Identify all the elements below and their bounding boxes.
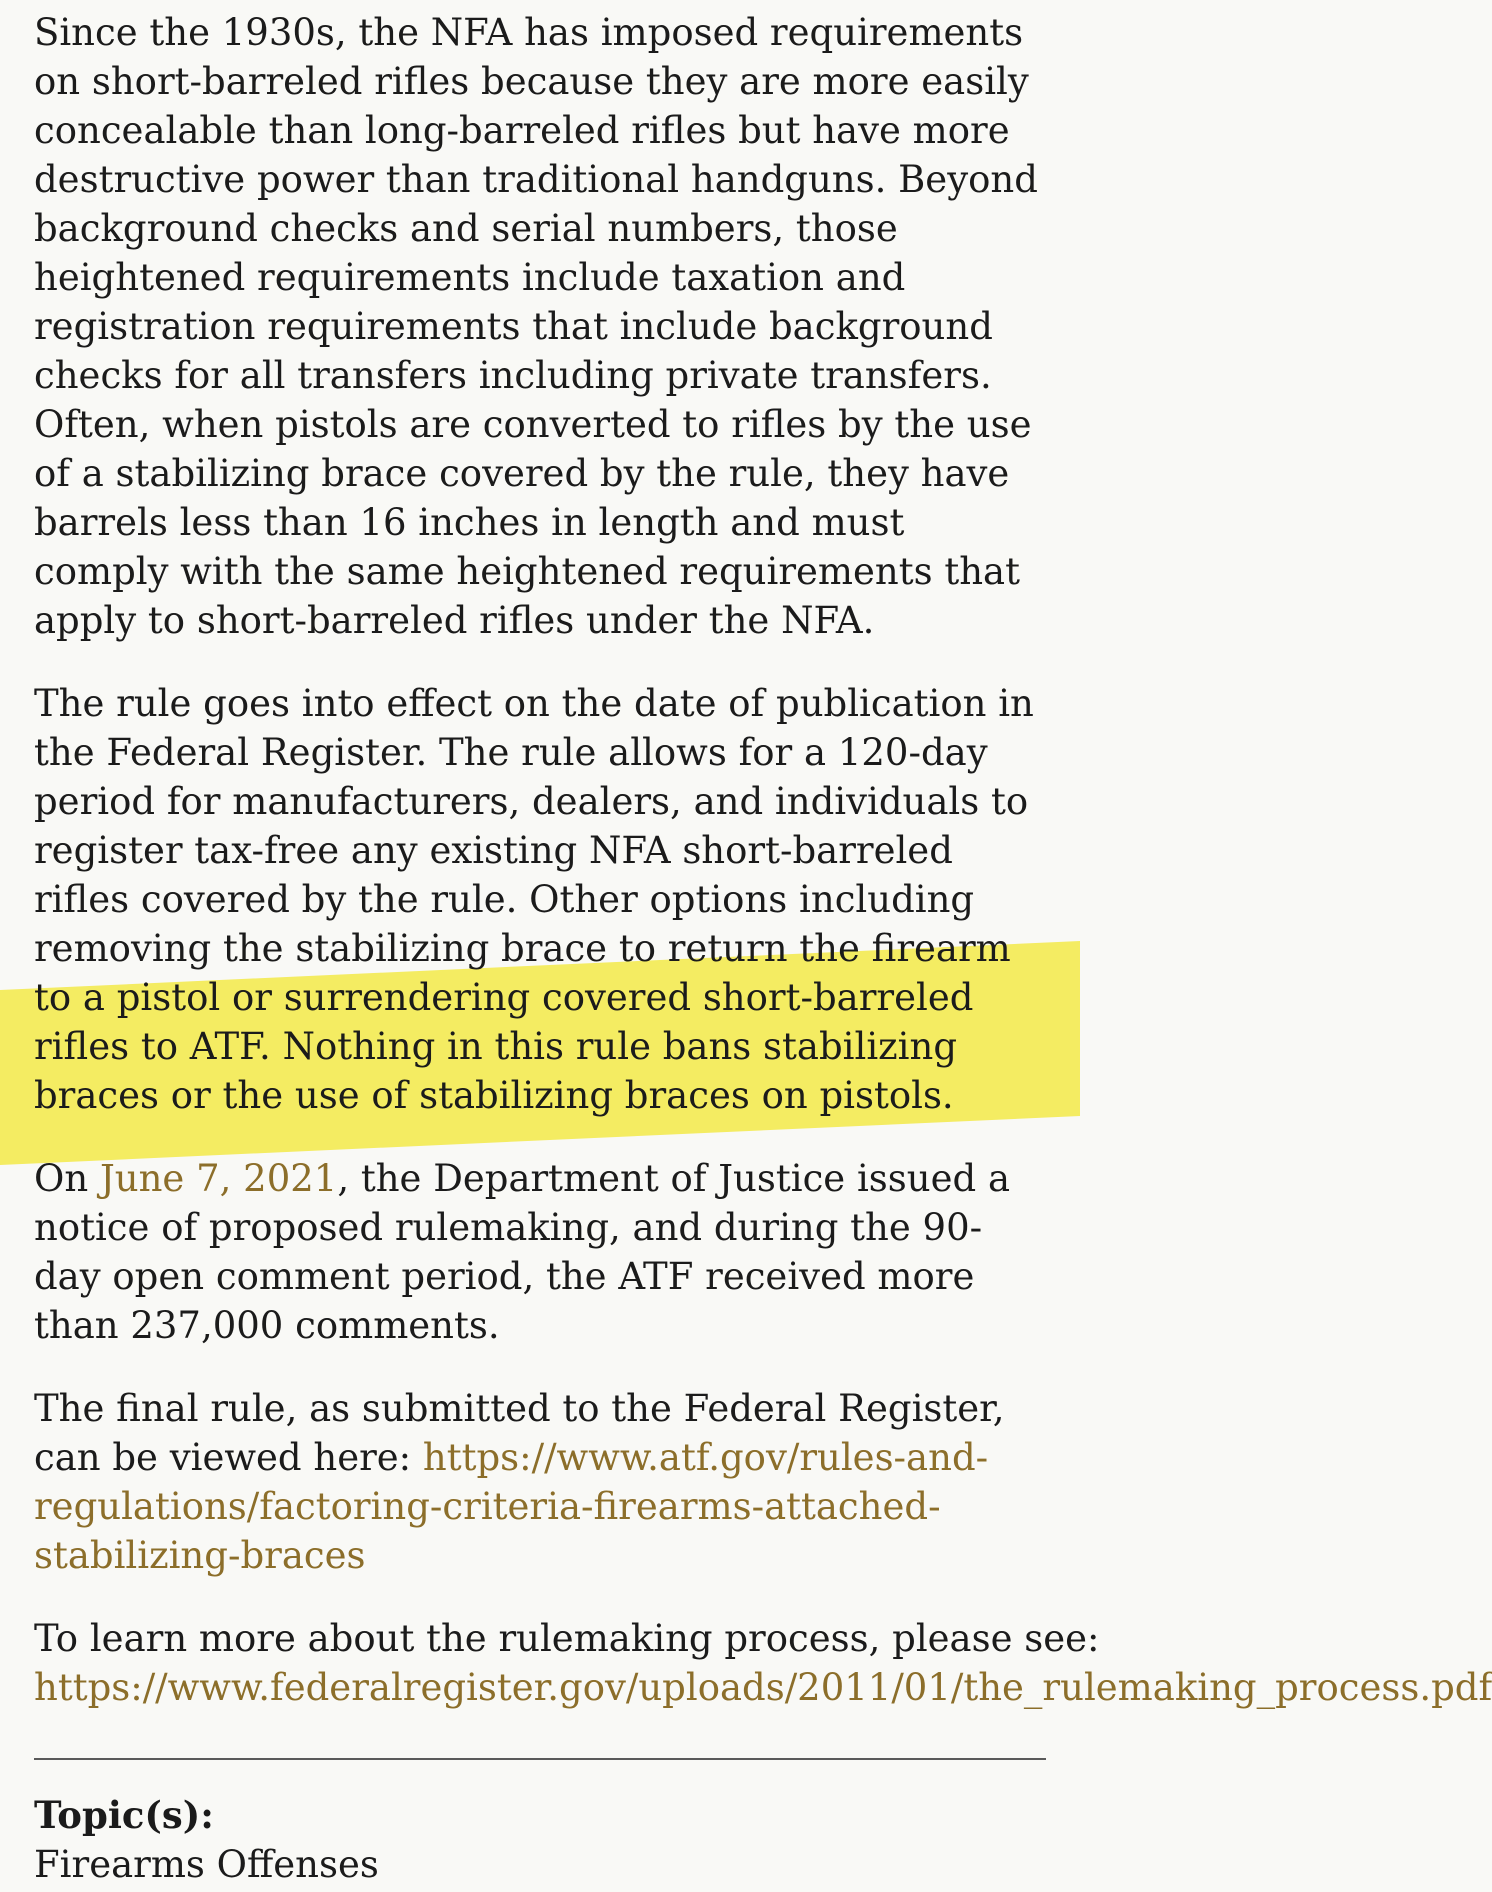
topics-label: Topic(s): [34, 1793, 214, 1837]
highlighted-statement: Nothing in this rule bans stabilizing braces or the use of stabilizing braces on pistols. [34, 1025, 957, 1117]
paragraph-final-rule [34, 1384, 1052, 1580]
section-divider [34, 1758, 1046, 1760]
final-rule-prefix: The final rule, as submitted to the Federal Register, can be viewed here: [34, 1387, 1005, 1479]
paragraph-rulemaking-process [34, 1614, 1492, 1712]
topics-value: Firearms Offenses [34, 1843, 379, 1886]
rulemaking-process-prefix: To learn more about the rulemaking process, please see: [34, 1617, 1100, 1660]
proposed-rule-date-link[interactable]: June 7, 2021 [99, 1157, 338, 1200]
proposed-rule-prefix: On [34, 1157, 100, 1200]
rulemaking-process-link[interactable]: https://www.federalregister.gov/uploads/2011/01/the_rulemaking_process.pdf [34, 1666, 1492, 1709]
paragraph-nfa-history: Since the 1930s, the NFA has imposed requirements on short-barreled rifles because they are more easily concealable than long-barreled rifles but have more destructive power than traditional handguns. Beyond background checks and serial numbers, those heightened requirements include taxation and registration requirements that include background checks for all transfers including private transfers. Often, when pistols are converted to rifles by the use of a stabilizing brace covered by the rule, they have barrels less than 16 inches in length and must comply with the same heightened requirements that apply to short-barreled rifles under the NFA. [34, 11, 1038, 642]
proposed-rule-suffix: , the Department of Justice issued a notice of proposed rulemaking, and during the 90-day open comment period, the ATF received more than 237,000 comments. [34, 1157, 1010, 1347]
final-rule-link[interactable]: https://www.atf.gov/rules-and-regulations/factoring-criteria-firearms-attached-stabilizing-braces [34, 1436, 989, 1577]
paragraph-proposed-rulemaking [34, 1154, 1052, 1350]
article-body [34, 8, 1492, 1746]
paragraph-rule-effect [34, 679, 1052, 1120]
rule-effect-text: The rule goes into effect on the date of publication in the Federal Register. The rule allows for a 120-day period for manufacturers, dealers, and individuals to register tax-free any existing NFA short-barreled rifles covered by the rule. Other options including removing the stabilizing brace to return the firearm to a pistol or surrendering covered short-barreled rifles to ATF. [34, 682, 1034, 1068]
